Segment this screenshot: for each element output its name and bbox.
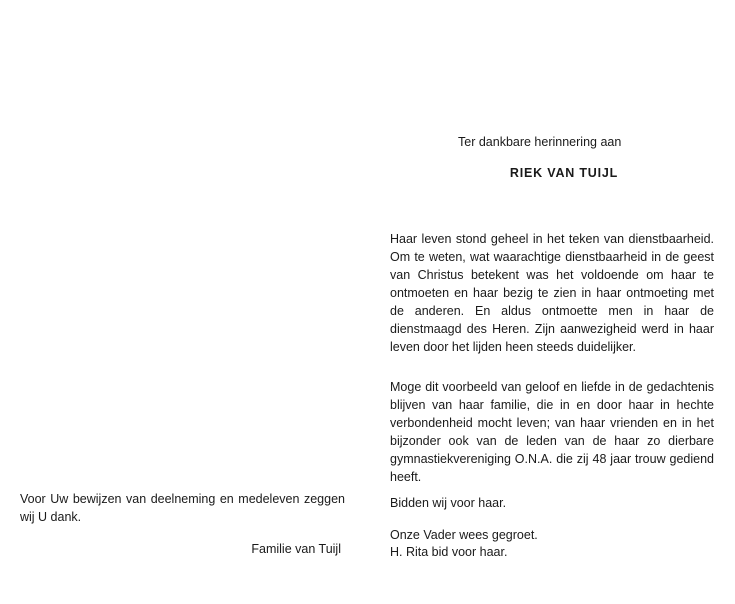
remembrance-paragraph: Moge dit voorbeeld van geloof en liefde in de gedachtenis blijven van haar familie, die in en door haar in hechte verbondenheid mocht leven; van haar vrienden en in het bijzonder ook van de leden van de haar zo dierbare gymnastiekvereniging O.N.A. die zij 48 jaar trouw gediend heeft. <box>390 380 714 484</box>
prayer-line: H. Rita bid voor haar. <box>390 545 508 559</box>
tribute-paragraph: Haar leven stond geheel in het teken van dienstbaarheid. Om te weten, wat waarachtige dienstbaarheid in de geest van Christus betekent was het voldoende om haar te ontmoeten en haar bezig te zien in haar ontmoeting met de anderen. En aldus ontmoette men in haar de dienstmaagd des Heren. Zijn aanwezigheid werd in haar leven door het lijden heen steeds duidelijker. <box>390 232 714 354</box>
left-panel <box>20 490 345 558</box>
deceased-name: RIEK VAN TUIJL <box>509 166 619 180</box>
prayer-line: Onze Vader wees gegroet. <box>390 528 538 542</box>
intro-line: Ter dankbare herinnering aan <box>458 135 622 149</box>
prayer-request: Bidden wij voor haar. <box>390 496 507 510</box>
thanks-text: Voor Uw bewijzen van deelneming en medeleven zeggen wij U dank. <box>20 492 345 524</box>
family-signature: Familie van Tuijl <box>251 542 341 556</box>
